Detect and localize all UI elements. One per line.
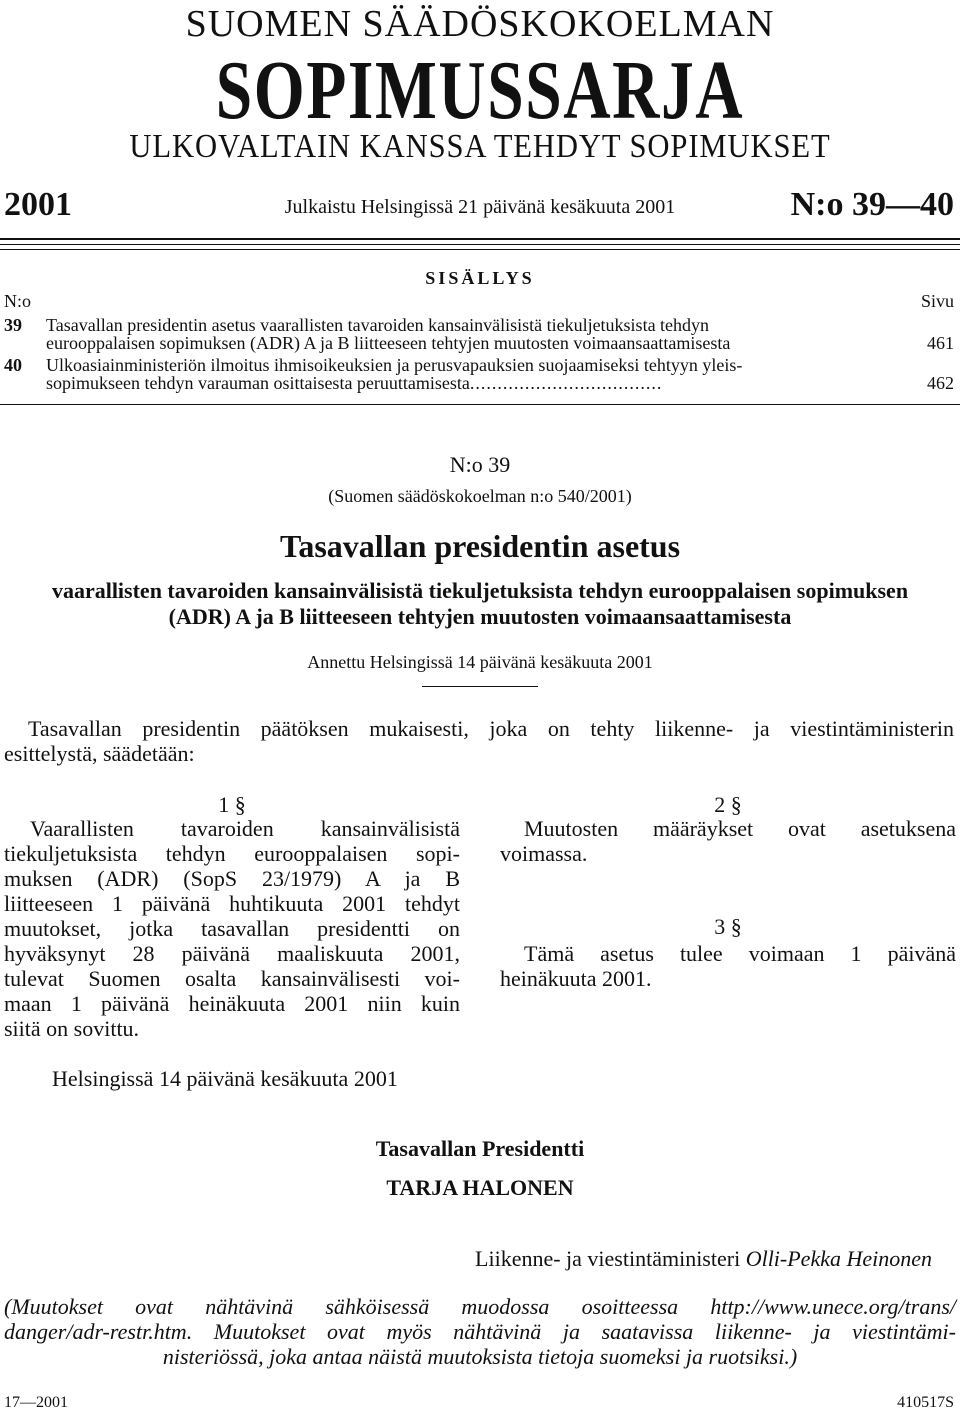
note-text: nisteriössä, joka antaa näistä muutoksista tietoja suomeksi ja ruotsiksi.)	[162, 1344, 798, 1369]
section-text-line: Vaarallisten tavaroiden kansainvälisistä	[30, 816, 460, 841]
toc-col-number: N:o	[4, 291, 31, 311]
note-text: danger/adr-restr.htm. Muutokset ovat myös nähtävinä ja saatavissa liikenne- ja viestintämi-	[4, 1319, 956, 1344]
section-text-line: Muutosten määräykset ovat asetuksena	[524, 816, 956, 841]
toc-entry-text: eurooppalaisen sopimuksen (ADR) A ja B liitteeseen tehtyjen muutosten voimaansaattamisesta	[46, 333, 731, 353]
footer-right-code: 410517S	[897, 1394, 954, 1411]
decree-reference: (Suomen säädöskokoelman n:o 540/2001)	[328, 486, 632, 506]
section-text-line: tiekuljetuksista tehdyn eurooppalaisen sopi-	[4, 841, 460, 866]
divider	[422, 686, 538, 687]
toc-leader-dots: ...................................	[469, 373, 663, 393]
minister-title: Liikenne- ja viestintäministeri	[475, 1246, 741, 1271]
decree-subject: (ADR) A ja B liitteeseen tehtyjen muutosten voimaansaattamisesta	[168, 604, 792, 629]
footer-left-code: 17—2001	[4, 1394, 68, 1411]
header-rule-2	[0, 244, 960, 245]
section-text-line: siitä on sovittu.	[4, 1016, 140, 1041]
toc-entry-page: 462	[927, 373, 954, 393]
toc-entry-number: 39	[4, 315, 22, 335]
toc-entry-line: sopimukseen tehdyn varauman osittaisesta peruuttamisesta	[46, 373, 470, 393]
section-heading: 2 §	[714, 792, 742, 817]
intro-paragraph: Tasavallan presidentin päätöksen mukaisesti, joka on tehty liikenne- ja viestintäministerin	[28, 716, 954, 741]
place-date: Helsingissä 14 päivänä kesäkuuta 2001	[52, 1066, 398, 1091]
section-text-line: voimassa.	[500, 841, 588, 866]
toc-entry-text: Tasavallan presidentin asetus vaarallisten tavaroiden kansainvälisistä tiekuljetuksista tehdyn	[46, 315, 710, 335]
toc-title: SISÄLLYS	[425, 268, 535, 288]
header-rule-3	[0, 249, 960, 250]
toc-entry-text: Ulkoasiainministeriön ilmoitus ihmisoikeuksien ja perusvapauksien suojaamiseksi tehtyyn yleis-	[46, 355, 743, 375]
decree-given-date: Annettu Helsingissä 14 päivänä kesäkuuta 2001	[307, 652, 653, 672]
decree-subject: vaarallisten tavaroiden kansainvälisistä tiekuljetuksista tehdyn eurooppalaisen sopimuksen	[51, 578, 909, 603]
toc-col-page: Sivu	[920, 291, 954, 311]
signer-name: TARJA HALONEN	[386, 1175, 574, 1200]
series-subtitle: ULKOVALTAIN KANSSA TEHDYT SOPIMUKSET	[129, 128, 831, 165]
decree-number: N:o 39	[449, 452, 511, 477]
section-heading: 3 §	[714, 914, 742, 939]
toc-bottom-rule	[0, 404, 960, 405]
section-text-line: muutokset, jotka tasavallan presidentti on	[4, 916, 460, 941]
signer-title: Tasavallan Presidentti	[375, 1136, 585, 1161]
note-text: (Muutokset ovat nähtävinä sähköisessä muodossa osoitteessa http://www.unece.org/trans/	[4, 1294, 956, 1319]
section-text-line: Tämä asetus tulee voimaan 1 päivänä	[524, 941, 956, 966]
toc-entry-page: 461	[927, 333, 954, 353]
header-rule-1	[0, 238, 960, 240]
section-text-line: muksen (ADR) (SopS 23/1979) A ja B	[4, 866, 460, 891]
intro-paragraph: esittelystä, säädetään:	[4, 741, 195, 766]
decree-title: Tasavallan presidentin asetus	[279, 528, 681, 564]
section-heading: 1 §	[218, 792, 246, 817]
toc-entry-number: 40	[4, 355, 22, 375]
minister-signature	[475, 1246, 932, 1272]
section-text-line: liitteeseen 1 päivänä huhtikuuta 2001 tehdyt	[4, 891, 460, 916]
section-text-line: hyväksynyt 28 päivänä maaliskuuta 2001,	[4, 941, 460, 966]
series-title: SOPIMUSSARJA	[215, 44, 745, 137]
minister-name: Olli-Pekka Heinonen	[745, 1246, 932, 1271]
section-text-line: heinäkuuta 2001.	[500, 966, 652, 991]
publication-info: Julkaistu Helsingissä 21 päivänä kesäkuuta 2001	[284, 196, 676, 218]
issue-range: N:o 39—40	[790, 186, 954, 223]
publication-year: 2001	[4, 186, 72, 223]
section-text-line: tulevat Suomen osalta kansainvälisesti voi-	[4, 966, 460, 991]
section-text-line: maan 1 päivänä heinäkuuta 2001 niin kuin	[4, 991, 460, 1016]
collection-title: SUOMEN SÄÄDÖSKOKOELMAN	[185, 3, 775, 45]
toc-entry-text	[46, 374, 662, 393]
